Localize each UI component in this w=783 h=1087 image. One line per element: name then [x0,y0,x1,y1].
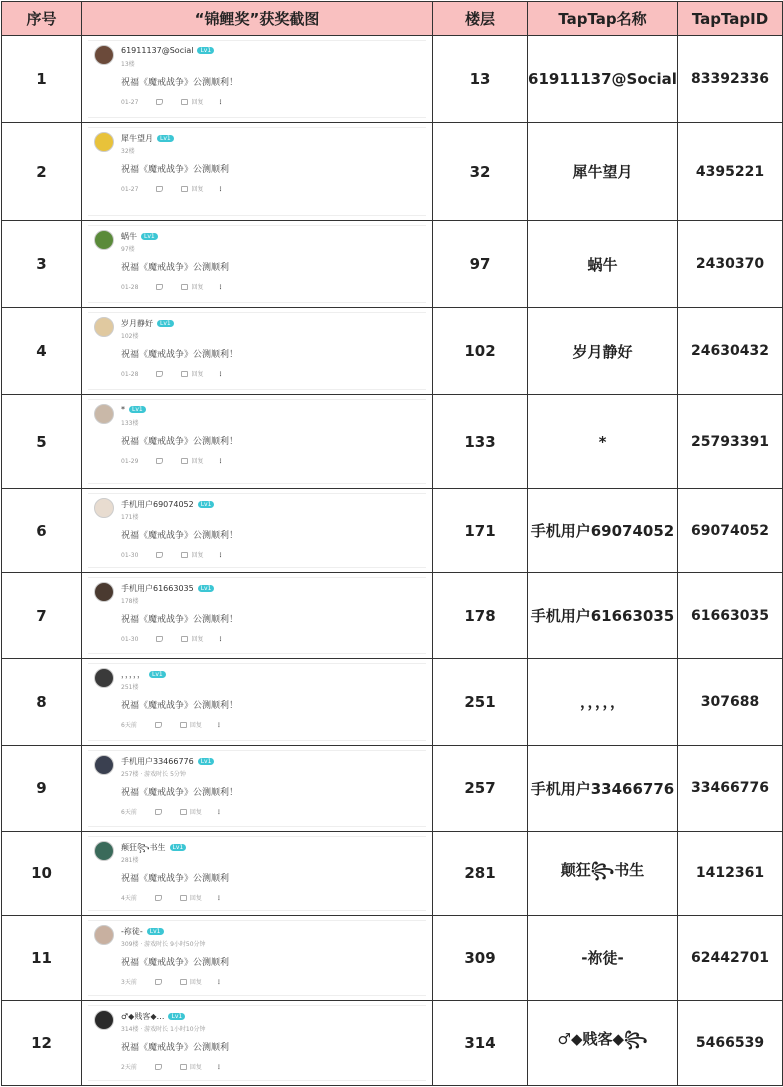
reply-icon [181,636,188,642]
winners-table [1,1,783,1086]
comment-time: 01-29 [121,458,139,466]
reply-icon [181,186,188,192]
row-taptap-name: 手机用户61663035 [528,573,678,658]
comment-username-text: -祢徒- [121,926,143,936]
row-taptap-id: 25793391 [678,395,783,489]
thumbs-up-icon [155,1064,162,1070]
thumbs-up-icon [155,895,162,901]
comment-username-text: 手机用户69074052 [121,500,194,510]
comment-username-text: 61911137@Social [121,46,194,55]
comment-floor: 13楼 [121,61,135,68]
comment-meta [121,97,223,106]
row-index: 2 [2,123,82,221]
comment-time: 4天前 [121,894,137,902]
row-floor: 251 [433,658,528,745]
comment-meta [121,807,222,816]
reply-label: 回复 [189,978,202,986]
header-floor: 楼层 [433,2,528,36]
table-row [2,489,783,573]
more-icon: ⋮ [217,552,224,560]
comment-meta [121,456,223,465]
row-floor: 133 [433,395,528,489]
row-taptap-id: 5466539 [678,1000,783,1085]
comment-time: 01-27 [121,186,139,194]
comment-floor: 178楼 [121,598,139,606]
level-badge: Lv1 [157,135,174,142]
row-index: 11 [2,915,82,1000]
comment-username-text: 手机用户33466776 [121,756,194,766]
comment-username [121,756,214,767]
row-index: 8 [2,658,82,745]
level-badge: Lv1 [198,758,215,765]
comment-card [88,663,426,741]
comment-card [88,399,426,484]
thumbs-up-icon [156,371,163,377]
comment-floor: 314楼 · 游戏时长 1小时10分钟 [121,1025,206,1033]
comment-text: 祝福《魔戒战争》公测顺利！ [121,78,239,88]
comment-username [121,499,214,510]
comment-username-text: * [121,405,125,415]
row-floor: 281 [433,831,528,915]
comment-screenshot [82,123,433,221]
header-index: 序号 [2,2,82,36]
level-badge: Lv1 [170,844,187,851]
comment-text: 祝福《魔戒战争》公测顺利！ [121,700,239,711]
table-row [2,123,783,221]
row-index: 4 [2,308,82,395]
comment-card [88,493,426,568]
comment-floor: 97楼 [121,246,135,254]
level-badge: Lv1 [198,501,215,508]
comment-text: 祝福《魔戒战争》公测顺利 [121,957,230,968]
more-icon: ⋮ [215,978,222,986]
comment-text: 祝福《魔戒战争》公测顺利！ [121,615,239,626]
thumbs-up-icon [156,186,163,192]
reply-label: 回复 [189,808,202,816]
row-floor: 178 [433,573,528,658]
row-taptap-name: * [528,395,678,489]
comment-username-text: 岁月静好 [121,319,153,329]
row-taptap-id: 62442701 [678,915,783,1000]
table-row [2,745,783,831]
avatar [94,45,114,65]
more-icon: ⋮ [217,458,224,466]
comment-time: 6天前 [121,721,137,729]
header-screenshot: “锦鲤奖”获奖截图 [82,2,433,36]
reply-label: 回复 [191,284,204,292]
row-taptap-name: -祢徒- [528,915,678,1000]
row-index: 9 [2,745,82,831]
reply-icon [180,1064,187,1070]
table-row [2,658,783,745]
avatar [94,925,114,945]
row-taptap-id: 61663035 [678,573,783,658]
comment-text: 祝福《魔戒战争》公测顺利！ [121,437,239,448]
avatar [94,668,114,688]
comment-text: 祝福《魔戒战争》公测顺利 [121,165,230,176]
reply-icon [181,284,188,290]
reply-icon [180,979,187,985]
comment-screenshot [82,745,433,831]
row-floor: 171 [433,489,528,573]
comment-floor: 102楼 [121,333,139,341]
comment-screenshot [82,36,433,123]
thumbs-up-icon [156,99,163,105]
thumbs-up-icon [156,636,163,642]
comment-screenshot [82,573,433,658]
comment-time: 01-27 [121,99,139,106]
comment-username [121,231,158,242]
comment-username-text: 颠狂꧂书生 [121,842,166,852]
table-row [2,573,783,658]
row-index: 7 [2,573,82,658]
reply-label: 回复 [191,636,204,644]
avatar [94,404,114,424]
comment-card [88,312,426,390]
comment-meta [121,893,222,902]
comment-username-text: ♂◆贱客◆… [121,1011,165,1021]
comment-floor: 309楼 · 游戏时长 9小时50分钟 [121,940,206,948]
more-icon: ⋮ [215,721,222,729]
row-floor: 97 [433,221,528,308]
comment-meta [121,550,223,559]
comment-meta [121,369,223,378]
comment-floor: 281楼 [121,856,139,864]
row-index: 5 [2,395,82,489]
avatar [94,841,114,861]
comment-screenshot [82,308,433,395]
table-row [2,221,783,308]
comment-meta [121,184,223,193]
header-row [2,2,783,36]
comment-text: 祝福《魔戒战争》公测顺利！ [121,350,239,361]
avatar [94,132,114,152]
row-taptap-name: 蜗牛 [528,221,678,308]
row-floor: 102 [433,308,528,395]
reply-icon [181,458,188,464]
comment-card [88,127,426,216]
comment-floor: 32楼 [121,148,135,156]
comment-floor: 133楼 [121,420,139,428]
comment-time: 3天前 [121,978,137,986]
row-taptap-id: 1412361 [678,831,783,915]
row-taptap-name: 犀牛望月 [528,123,678,221]
comment-floor: 251楼 [121,683,139,691]
comment-username [121,46,214,55]
thumbs-up-icon [155,979,162,985]
level-badge: Lv1 [197,47,214,54]
table-row [2,308,783,395]
reply-label: 回复 [191,99,204,106]
row-index: 10 [2,831,82,915]
comment-screenshot [82,1000,433,1085]
comment-time: 01-30 [121,636,139,644]
more-icon: ⋮ [215,894,222,902]
table-row [2,1000,783,1085]
level-badge: Lv1 [149,671,166,678]
comment-username [121,926,164,937]
avatar [94,498,114,518]
row-taptap-name: 61911137@Social [528,36,678,123]
thumbs-up-icon [155,722,162,728]
comment-screenshot [82,489,433,573]
comment-meta [121,720,222,729]
comment-username-text: 手机用户61663035 [121,584,194,594]
row-taptap-name: 手机用户33466776 [528,745,678,831]
row-index: 3 [2,221,82,308]
comment-username [121,133,174,144]
reply-label: 回复 [189,721,202,729]
thumbs-up-icon [156,284,163,290]
comment-text: 祝福《魔戒战争》公测顺利 [121,873,230,884]
level-badge: Lv1 [141,233,158,240]
comment-card [88,836,426,911]
comment-card [88,225,426,303]
table-row [2,915,783,1000]
more-icon: ⋮ [215,1063,222,1071]
avatar [94,1010,114,1030]
comment-card [88,40,426,118]
row-taptap-name: 颠狂꧂书生 [528,831,678,915]
comment-time: 2天前 [121,1063,137,1071]
comment-meta [121,1062,222,1071]
row-index: 12 [2,1000,82,1085]
comment-username-text: 犀牛望月 [121,134,153,144]
reply-label: 回复 [191,186,204,194]
row-taptap-id: 307688 [678,658,783,745]
row-taptap-name: 手机用户69074052 [528,489,678,573]
row-floor: 32 [433,123,528,221]
row-taptap-id: 83392336 [678,36,783,123]
thumbs-up-icon [156,458,163,464]
row-floor: 309 [433,915,528,1000]
reply-label: 回复 [191,552,204,560]
thumbs-up-icon [156,552,163,558]
row-taptap-id: 69074052 [678,489,783,573]
comment-screenshot [82,915,433,1000]
level-badge: Lv1 [129,406,146,413]
reply-label: 回复 [191,458,204,466]
comment-screenshot [82,831,433,915]
row-index: 6 [2,489,82,573]
more-icon: ⋮ [217,99,224,106]
comment-time: 01-28 [121,371,139,379]
comment-screenshot [82,658,433,745]
comment-card [88,577,426,653]
avatar [94,230,114,250]
comment-time: 01-28 [121,284,139,292]
row-taptap-id: 24630432 [678,308,783,395]
comment-username-text: 蜗牛 [121,232,137,242]
row-floor: 314 [433,1000,528,1085]
avatar [94,582,114,602]
comment-username [121,669,166,680]
comment-text: 祝福《魔戒战争》公测顺利 [121,1042,230,1053]
comment-meta [121,634,223,643]
reply-icon [181,99,188,105]
more-icon: ⋮ [217,186,224,194]
comment-card [88,1005,426,1081]
comment-text: 祝福《魔戒战争》公测顺利！ [121,787,239,798]
comment-time: 6天前 [121,808,137,816]
table-row [2,36,783,123]
comment-username [121,583,214,594]
level-badge: Lv1 [198,585,215,592]
more-icon: ⋮ [217,371,224,379]
comment-meta [121,977,222,986]
comment-screenshot [82,395,433,489]
reply-icon [180,722,187,728]
more-icon: ⋮ [215,808,222,816]
comment-username [121,405,146,414]
level-badge: Lv1 [147,928,164,935]
table-row [2,831,783,915]
reply-icon [180,895,187,901]
row-taptap-name: ，，，，， [528,658,678,745]
comment-card [88,920,426,996]
comment-floor: 257楼 · 游戏时长 5分钟 [121,770,186,778]
row-index: 1 [2,36,82,123]
table-row [2,395,783,489]
row-taptap-id: 33466776 [678,745,783,831]
comment-username [121,318,174,329]
reply-label: 回复 [189,894,202,902]
reply-label: 回复 [191,371,204,379]
row-taptap-name: 岁月静好 [528,308,678,395]
header-id: TapTapID [678,2,783,36]
reply-icon [181,371,188,377]
reply-label: 回复 [189,1063,202,1071]
comment-floor: 171楼 [121,514,139,522]
comment-text: 祝福《魔戒战争》公测顺利！ [121,531,239,542]
header-name: TapTap名称 [528,2,678,36]
row-taptap-name: ♂◆贱客◆꧂ [528,1000,678,1085]
level-badge: Lv1 [157,320,174,327]
avatar [94,317,114,337]
comment-username-text: ，，，，， [121,669,145,679]
comment-username [121,1011,185,1022]
row-taptap-id: 4395221 [678,123,783,221]
row-floor: 257 [433,745,528,831]
level-badge: Lv1 [168,1013,185,1020]
comment-card [88,750,426,827]
reply-icon [180,809,187,815]
reply-icon [181,552,188,558]
comment-meta [121,282,223,291]
row-floor: 13 [433,36,528,123]
table-body [2,36,783,1086]
comment-text: 祝福《魔戒战争》公测顺利 [121,263,230,274]
comment-screenshot [82,221,433,308]
avatar [94,755,114,775]
comment-time: 01-30 [121,552,139,560]
row-taptap-id: 2430370 [678,221,783,308]
more-icon: ⋮ [217,284,224,292]
more-icon: ⋮ [217,636,224,644]
thumbs-up-icon [155,809,162,815]
